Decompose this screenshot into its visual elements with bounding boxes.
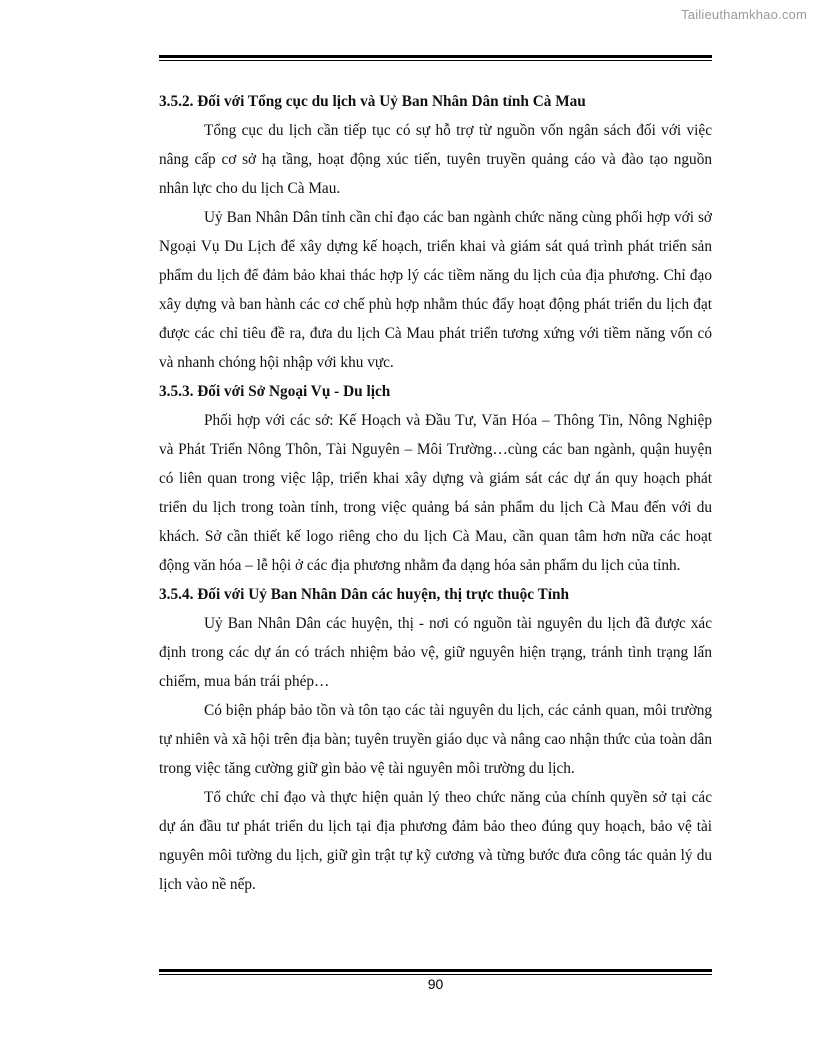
- section-heading: 3.5.4. Đối với Uỷ Ban Nhân Dân các huyện, thị trực thuộc Tỉnh: [159, 586, 570, 603]
- paragraph: Tổ chức chỉ đạo và thực hiện quản lý theo chức năng của chính quyền sở tại các dự án đầu tư phát triển du lịch tại địa phương đảm bảo theo đúng quy hoạch, bảo vệ tài nguyên môi tường du lịch, giữ gìn trật tự kỹ cương và từng bước đưa công tác quản lý du lịch vào nề nếp.: [159, 789, 712, 893]
- paragraph: Uỷ Ban Nhân Dân tỉnh cần chỉ đạo các ban ngành chức năng cùng phối hợp với sở Ngoại Vụ Du Lịch để xây dựng kế hoạch, triển khai và giám sát quá trình phát triển sản phẩm du lịch để đảm bảo khai thác hợp lý các tiềm năng du lịch của địa phương. Chỉ đạo xây dựng và ban hành các cơ chế phù hợp nhằm thúc đẩy hoạt động phát triển du lịch đạt được các chỉ tiêu đề ra, đưa du lịch Cà Mau phát triển tương xứng với tiềm năng vốn có và nhanh chóng hội nhập với khu vực.: [159, 209, 712, 371]
- paragraph: Tổng cục du lịch cần tiếp tục có sự hỗ trợ từ nguồn vốn ngân sách đối với việc nâng cấp cơ sở hạ tầng, hoạt động xúc tiến, tuyên truyền quảng cáo và đào tạo nguồn nhân lực cho du lịch Cà Mau.: [159, 122, 712, 197]
- paragraph: Phối hợp với các sở: Kế Hoạch và Đầu Tư, Văn Hóa – Thông Tin, Nông Nghiệp và Phát Triển Nông Thôn, Tài Nguyên – Môi Trường…cùng các ban ngành, quận huyện có liên quan trong việc lập, triển khai xây dựng và giám sát các dự án quy hoạch phát triển du lịch trong toàn tỉnh, trong việc quảng bá sản phẩm du lịch Cà Mau đến với du khách. Sở cần thiết kế logo riêng cho du lịch Cà Mau, cần quan tâm hơn nữa các hoạt động văn hóa – lễ hội ở các địa phương nhằm đa dạng hóa sản phẩm du lịch của tỉnh.: [159, 412, 712, 574]
- paragraph: Uỷ Ban Nhân Dân các huyện, thị - nơi có nguồn tài nguyên du lịch đã được xác định trong các dự án có trách nhiệm bảo vệ, giữ nguyên hiện trạng, tránh tình trạng lấn chiếm, mua bán trái phép…: [159, 615, 712, 690]
- page-number: 90: [427, 976, 444, 992]
- paragraph: Có biện pháp bảo tồn và tôn tạo các tài nguyên du lịch, các cảnh quan, môi trường tự nhiên và xã hội trên địa bàn; tuyên truyền giáo dục và nâng cao nhận thức của toàn dân trong việc tăng cường giữ gìn bảo vệ tài nguyên môi trường du lịch.: [159, 702, 712, 777]
- footer-rule: [159, 969, 712, 975]
- section-heading: 3.5.3. Đối với Sở Ngoại Vụ - Du lịch: [159, 383, 391, 400]
- watermark: Tailieuthamkhao.com: [681, 7, 807, 22]
- document-body: [159, 87, 712, 899]
- section-heading: 3.5.2. Đối với Tổng cục du lịch và Uỷ Ban Nhân Dân tỉnh Cà Mau: [159, 93, 586, 110]
- header-rule: [159, 55, 712, 61]
